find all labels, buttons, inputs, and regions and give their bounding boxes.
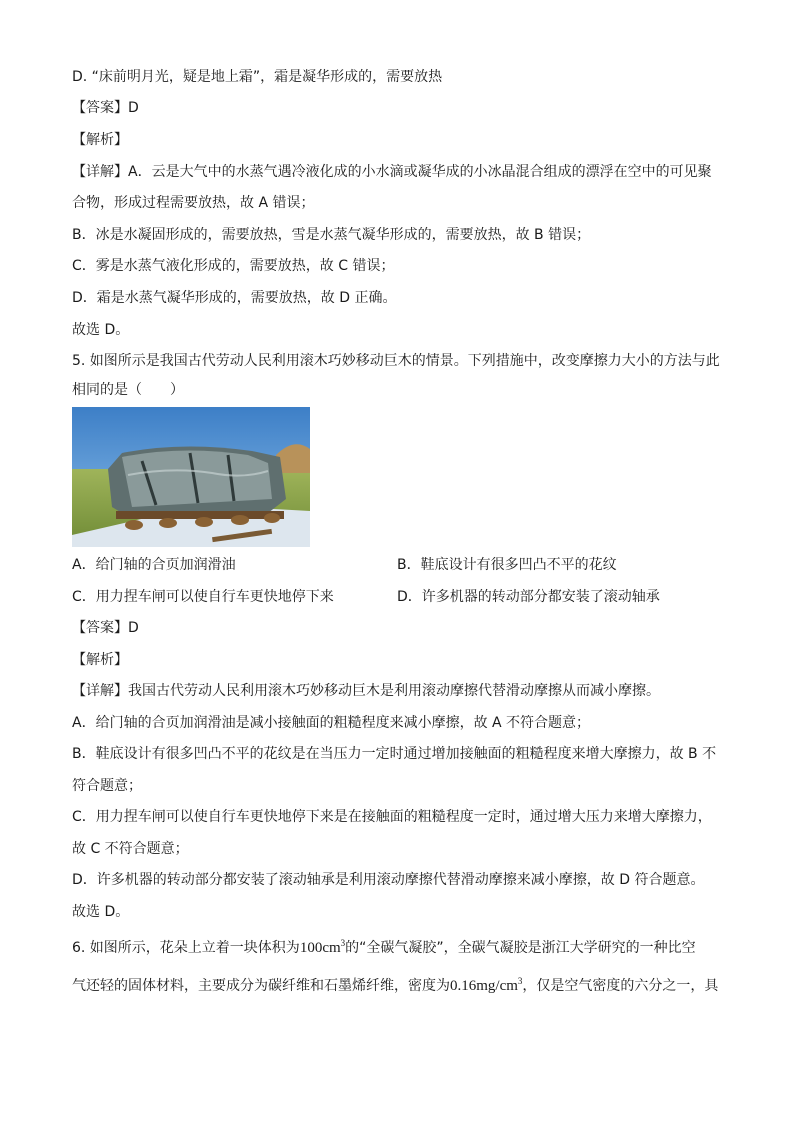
detail-line: 【详解】我国古代劳动人民利用滚木巧妙移动巨木是利用滚动摩擦代替滑动摩擦从而减小摩擦。 bbox=[72, 683, 660, 699]
analysis-label: 【解析】 bbox=[72, 652, 128, 668]
option-c: C．用力捏车闸可以使自行车更快地停下来 bbox=[72, 589, 334, 605]
detail-line: 【详解】A．云是大气中的水蒸气遇冷液化成的小水滴或凝华成的小冰晶混合组成的漂浮在空中的可见聚 bbox=[72, 164, 712, 180]
question-6-stem: 6. 如图所示，花朵上立着一块体积为$100cm^3$的“全碳气凝胶”，全碳气凝胶是浙江大学研究的一种比空 bbox=[72, 938, 696, 956]
detail-line: D．霜是水蒸气凝华形成的，需要放热，故 D 正确。 bbox=[72, 290, 397, 306]
option-d-prev: D. “床前明月光，疑是地上霜”，霜是凝华形成的，需要放热 bbox=[72, 69, 443, 85]
question-5-stem: 5. 如图所示是我国古代劳动人民利用滚木巧妙移动巨木的情景。下列措施中，改变摩擦力大小的方法与此 bbox=[72, 353, 720, 369]
question-6-stem-cont: 气还轻的固体材料，主要成分为碳纤维和石墨烯纤维，密度为$0.16mg/cm^3$，仅是空气密度的六分之一，具 bbox=[72, 976, 719, 994]
detail-line: C．用力捏车闸可以使自行车更快地停下来是在接触面的粗糙程度一定时，通过增大压力来增大摩擦力， bbox=[72, 809, 712, 825]
detail-line: C．雾是水蒸气液化形成的，需要放热，故 C 错误； bbox=[72, 258, 395, 274]
answer-label: 【答案】D bbox=[72, 100, 139, 116]
density-value: $0.16mg/cm^3$ bbox=[450, 976, 523, 994]
detail-line: B．鞋底设计有很多凹凸不平的花纹是在当压力一定时通过增加接触面的粗糙程度来增大摩擦力，故 B 不 bbox=[72, 746, 717, 762]
detail-line: 合物，形成过程需要放热，故 A 错误； bbox=[72, 195, 315, 211]
rolling-logs-photo bbox=[72, 407, 310, 547]
conclusion-line: 故选 D。 bbox=[72, 904, 130, 920]
conclusion-line: 故选 D。 bbox=[72, 322, 130, 338]
option-b: B．鞋底设计有很多凹凸不平的花纹 bbox=[397, 557, 617, 573]
analysis-label: 【解析】 bbox=[72, 132, 128, 148]
volume-value: $100cm^3$ bbox=[299, 938, 346, 956]
detail-line: D．许多机器的转动部分都安装了滚动轴承是利用滚动摩擦代替滑动摩擦来减小摩擦，故 D 符合题意。 bbox=[72, 872, 705, 888]
detail-line: 故 C 不符合题意； bbox=[72, 841, 189, 857]
option-a: A．给门轴的合页加润滑油 bbox=[72, 557, 236, 573]
detail-line: A．给门轴的合页加润滑油是减小接触面的粗糙程度来减小摩擦，故 A 不符合题意； bbox=[72, 715, 591, 731]
detail-line: B．冰是水凝固形成的，需要放热，雪是水蒸气凝华形成的，需要放热，故 B 错误； bbox=[72, 227, 591, 243]
question-5-stem-cont: 相同的是（ ） bbox=[72, 382, 184, 398]
detail-line: 符合题意； bbox=[72, 778, 142, 794]
option-d: D．许多机器的转动部分都安装了滚动轴承 bbox=[397, 589, 660, 605]
answer-label: 【答案】D bbox=[72, 620, 139, 636]
